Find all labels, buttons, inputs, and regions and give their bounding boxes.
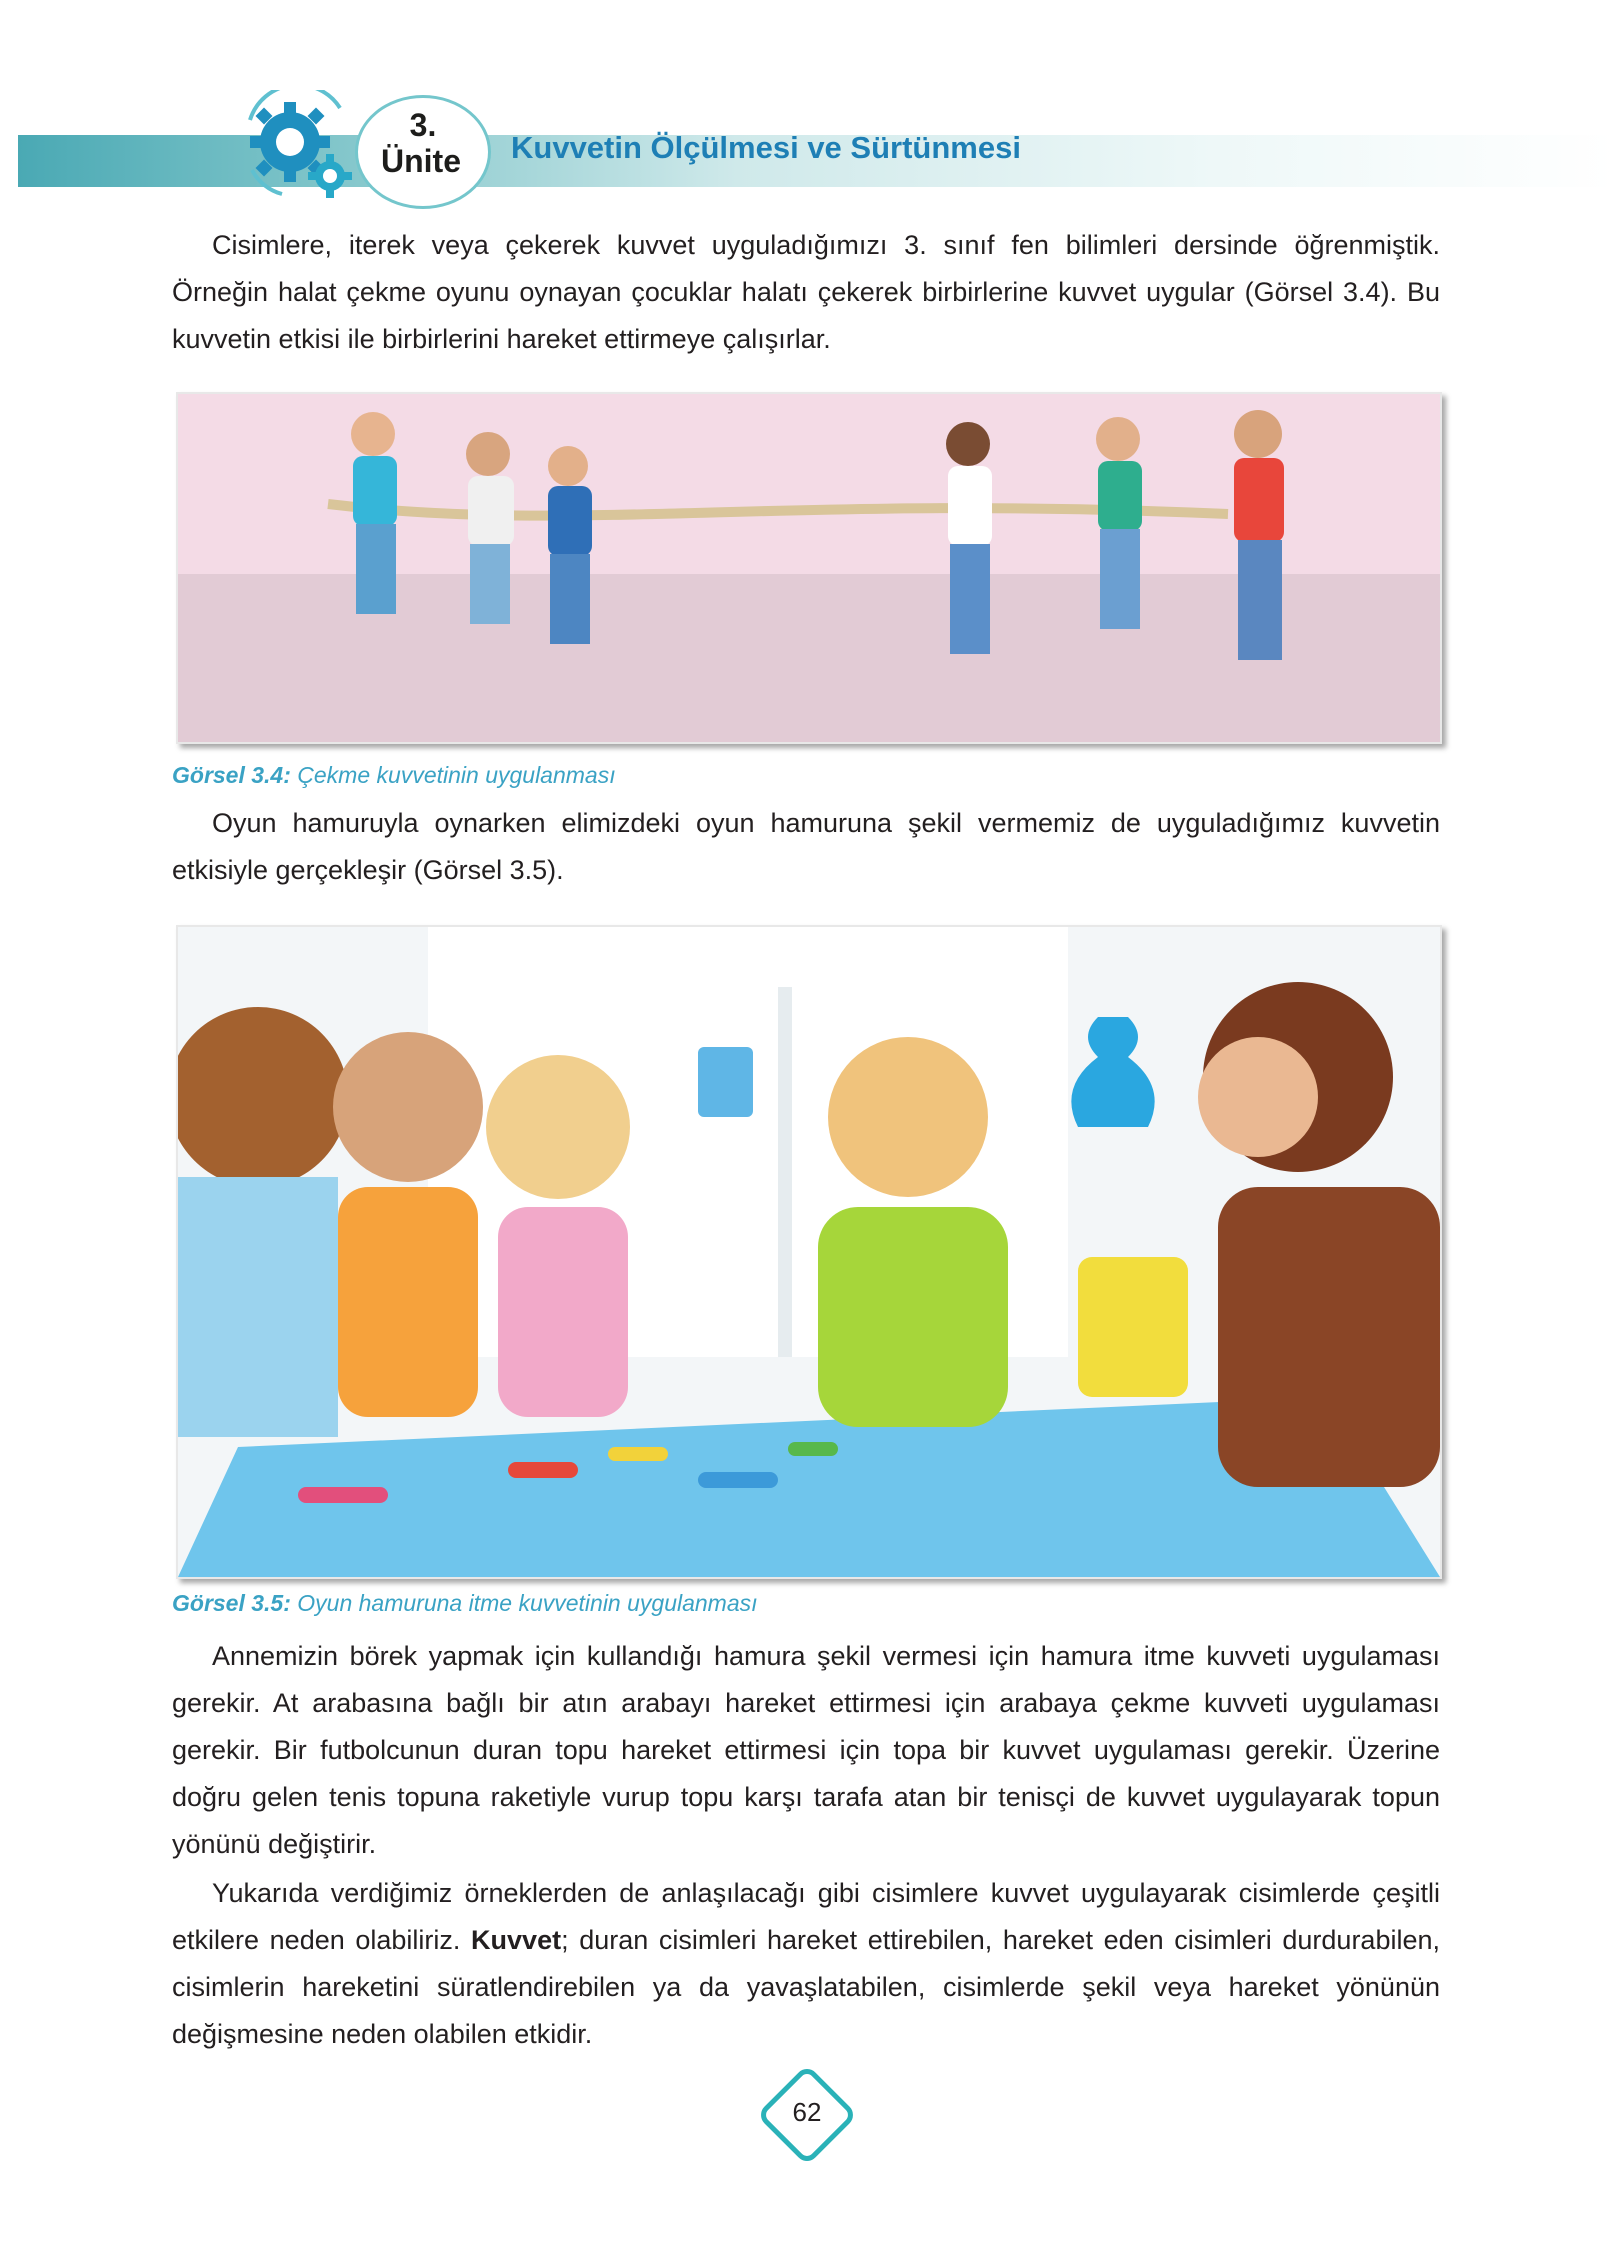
tug-of-war-image	[178, 394, 1440, 742]
figure-play-dough	[176, 925, 1442, 1579]
term-kuvvet: Kuvvet	[471, 1925, 562, 1955]
paragraph-3: Annemizin börek yapmak için kullandığı hamura şekil vermesi için hamura itme kuvveti uygulaması gerekir. At arabasına bağlı bir atın arabayı hareket ettirmesi için arabaya çekme kuvveti uygulaması gerekir. Bir futbolcunun duran topu hareket ettirmesi için topa bir kuvvet uygulaması gerekir. Üzerine doğru gelen tenis topuna raketiyle vurup topu karşı tarafa atan bir tenisçi de kuvvet uygulayarak topun yönünü değiştirir.	[172, 1641, 1440, 1859]
unit-label: Ünite	[381, 143, 461, 179]
paragraph-2: Oyun hamuruyla oynarken elimizdeki oyun hamuruna şekil vermemiz de uyguladığımız kuvvetin etkisiyle gerçekleşir (Görsel 3.5).	[172, 808, 1440, 885]
page-number-badge	[755, 2063, 859, 2167]
page-number: 62	[792, 2097, 822, 2127]
page-header	[0, 85, 1615, 200]
figure-caption-3-4: Görsel 3.4: Çekme kuvvetinin uygulanması	[172, 762, 616, 788]
play-dough-image	[178, 927, 1440, 1577]
unit-number: 3.	[409, 107, 437, 143]
figure-tug-of-war	[176, 392, 1442, 744]
figure-caption-3-5: Görsel 3.5: Oyun hamuruna itme kuvvetinin uygulanması	[172, 1590, 758, 1616]
paragraph-1: Cisimlere, iterek veya çekerek kuvvet uyguladığımızı 3. sınıf fen bilimleri dersinde öğrenmiştik. Örneğin halat çekme oyunu oynayan çocuklar halatı çekerek birbirlerine kuvvet uygular (Görsel 3.4). Bu kuvvetin etkisi ile birbirlerini hareket ettirmeye çalışırlar.	[172, 230, 1440, 354]
paragraph-4: Yukarıda verdiğimiz örneklerden de anlaşılacağı gibi cisimlere kuvvet uygulayarak cisimlerde çeşitli etkilere neden olabiliriz. Kuvvet; duran cisimleri hareket ettirebilen, hareket eden cisimleri durdurabilen, cisimlerin hareketini süratlendirebilen ya da yavaşlatabilen, cisimlerde şekil veya hareket yönünün değişmesine neden olabilen etkidir.	[172, 1878, 1440, 2049]
chapter-title: Kuvvetin Ölçülmesi ve Sürtünmesi	[511, 130, 1021, 165]
